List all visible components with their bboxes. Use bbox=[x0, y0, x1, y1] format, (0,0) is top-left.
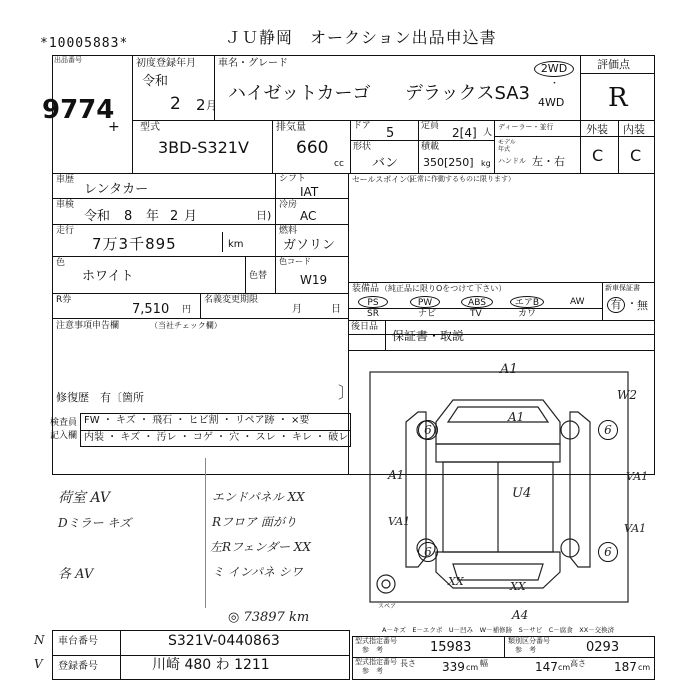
tint-label: 色替 bbox=[249, 271, 268, 281]
note-right-1: エンドパネル XX bbox=[212, 490, 305, 504]
inspector-label-2: 記入欄 bbox=[50, 431, 78, 441]
height-unit: cm bbox=[638, 663, 651, 672]
displacement-unit: cc bbox=[334, 159, 344, 169]
registration-month-unit: 月 bbox=[206, 99, 217, 112]
equip-pw: PW bbox=[410, 296, 440, 308]
color-code-value: W19 bbox=[300, 273, 328, 287]
dims-ref: 参 考 bbox=[362, 667, 383, 675]
model-year-label: モデル 年式 bbox=[498, 139, 516, 153]
new-car-no: 無 bbox=[637, 299, 648, 312]
width-value: 147 bbox=[535, 660, 558, 674]
plate-mark: V bbox=[34, 657, 43, 671]
drive-dot: ・ bbox=[550, 79, 560, 89]
mileage-value: 7万3千895 bbox=[92, 235, 177, 253]
exterior-grade: C bbox=[592, 146, 604, 165]
height-label: 高さ bbox=[570, 659, 586, 668]
note-right-2: Rフロア 面がり bbox=[212, 515, 297, 529]
new-car-warranty-label: 新車保証書 bbox=[605, 284, 640, 292]
corner-label: 出品番号 bbox=[54, 56, 82, 64]
later-label: 後日品 bbox=[351, 322, 379, 332]
load-label: 積載 bbox=[421, 142, 440, 152]
history-label: 車歴 bbox=[56, 175, 75, 185]
mark-rear-left: XX bbox=[448, 575, 464, 588]
note-left-4: 各 AV bbox=[58, 567, 94, 582]
recycle-unit: 円 bbox=[182, 305, 192, 315]
displacement-label: 排気量 bbox=[276, 122, 306, 133]
chassis-value: S321V-0440863 bbox=[168, 633, 280, 649]
displacement-value: 660 bbox=[296, 138, 329, 158]
height-value: 187 bbox=[614, 660, 637, 674]
chassis-mark: N bbox=[34, 633, 45, 647]
equip-navi: ナビ bbox=[418, 309, 437, 319]
length-unit: cm bbox=[466, 663, 479, 672]
lot-mark: + bbox=[108, 119, 120, 135]
sales-hint: （正常に作動するものに限ります） bbox=[403, 175, 515, 183]
interior-label: 内装 bbox=[623, 123, 645, 136]
mark-right-door: VA1 bbox=[624, 522, 647, 535]
color-label: 色 bbox=[56, 258, 66, 268]
tax-label: 名義変更期限 bbox=[204, 295, 259, 305]
fuel-value: ガソリン bbox=[283, 238, 336, 253]
exterior-label: 外装 bbox=[586, 123, 608, 136]
mark-left-door: VA1 bbox=[388, 515, 411, 528]
mark-upper-left-circle: 6 bbox=[418, 420, 438, 440]
model-number-ref: 参 考 bbox=[362, 646, 383, 654]
equip-ps: PS bbox=[358, 296, 388, 308]
handle-label: ハンドル bbox=[498, 157, 526, 165]
equip-aw: AW bbox=[570, 297, 585, 307]
vehicle-damage-diagram bbox=[348, 352, 655, 622]
mark-rear-center: XX bbox=[510, 580, 526, 593]
mark-lower-left-circle: 6 bbox=[418, 542, 438, 562]
shape-value: バン bbox=[372, 156, 399, 171]
drive-2wd-circle: 2WD bbox=[534, 61, 574, 77]
lot-number: 9774 bbox=[42, 95, 115, 125]
plate-value: 川崎 480 わ 1211 bbox=[152, 657, 270, 673]
new-car-yes: 有 bbox=[607, 297, 625, 313]
note-left-1: 荷室 AV bbox=[58, 490, 110, 506]
color-value: ホワイト bbox=[82, 269, 134, 284]
inspection-era: 令和 bbox=[84, 209, 111, 224]
equipment-label: 装備品 bbox=[352, 284, 380, 294]
lot-barcode-code: *10005883* bbox=[40, 36, 129, 51]
registration-era: 令和 bbox=[142, 74, 169, 89]
vehicle-name: ハイゼットカーゴ bbox=[228, 83, 371, 104]
capacity-unit: 人 bbox=[483, 128, 493, 138]
inspection-month: 2 bbox=[170, 209, 179, 224]
sales-label: セールスポイント bbox=[352, 175, 416, 184]
tax-month: 月 bbox=[292, 304, 302, 315]
equip-airbag: エアB bbox=[510, 296, 544, 308]
damage-legend: A－キズ E－エクボ U－凹み W－補修跡 S－サビ C－腐食 XX－交換済 bbox=[382, 626, 615, 634]
capacity-value: 2[4] bbox=[452, 126, 477, 140]
equip-tv: TV bbox=[470, 309, 482, 319]
tax-day: 日 bbox=[331, 304, 341, 315]
mileage-label: 走行 bbox=[56, 226, 75, 236]
later-value: 保証書・取説 bbox=[392, 329, 465, 343]
mileage-unit: km bbox=[228, 239, 244, 250]
mark-roof: U4 bbox=[512, 486, 532, 501]
fuel-label: 燃料 bbox=[279, 226, 298, 236]
shift-value: IAT bbox=[300, 185, 319, 199]
spare-label: スペア bbox=[378, 603, 397, 610]
shift-label: シフト bbox=[279, 174, 307, 184]
doors-value: 5 bbox=[386, 126, 395, 141]
load-unit: kg bbox=[481, 159, 491, 168]
inspection-month-unit: 月 bbox=[184, 209, 198, 224]
shape-label: 形状 bbox=[353, 142, 372, 152]
dims-label: 型式指定番号 bbox=[355, 658, 397, 666]
mark-left-side: A1 bbox=[388, 468, 405, 482]
mark-lower-right-circle: 6 bbox=[598, 542, 618, 562]
dealer-label: ディーラー・並行 bbox=[498, 123, 554, 131]
color-code-label: 色コード bbox=[279, 257, 311, 266]
inspection-year-unit: 年 bbox=[146, 209, 160, 224]
mark-bottom: A4 bbox=[512, 608, 529, 622]
equip-sr: SR bbox=[367, 309, 379, 319]
model-label: 型式 bbox=[140, 122, 160, 133]
capacity-label: 定員 bbox=[421, 121, 440, 131]
mark-upper-right-circle: 6 bbox=[598, 420, 618, 440]
mileage-handwritten: ◎ 73897 km bbox=[228, 610, 310, 625]
length-value: 339 bbox=[442, 660, 465, 674]
mark-roof-front: A1 bbox=[508, 410, 525, 424]
doors-label: ドア bbox=[353, 121, 371, 131]
registration-label: 初度登録年月 bbox=[136, 58, 196, 69]
width-label: 幅 bbox=[480, 659, 488, 668]
caution-hint: （当社チェック欄） bbox=[150, 321, 222, 330]
vehicle-name-label: 車名・グレード bbox=[218, 58, 288, 69]
handle-value: 左・右 bbox=[532, 155, 565, 168]
chassis-label: 車台番号 bbox=[58, 636, 98, 647]
mark-top: A1 bbox=[500, 362, 518, 377]
equipment-hint: （純正品に限りOをつけて下さい） bbox=[380, 284, 507, 293]
inspector-row-2: 内装 ・ キズ ・ 汚レ ・ コゲ ・ 穴 ・ スレ ・ キレ ・ 破レ bbox=[84, 432, 349, 443]
category-value: 0293 bbox=[586, 640, 620, 655]
eval-label: 評価点 bbox=[597, 58, 630, 71]
recycle-label: R券 bbox=[56, 295, 72, 305]
drive-4wd: 4WD bbox=[538, 96, 565, 109]
history-value: レンタカー bbox=[84, 182, 149, 197]
model-number-value: 15983 bbox=[430, 640, 472, 655]
repair-close: 〕 bbox=[338, 383, 355, 402]
inspection-year: 8 bbox=[124, 209, 133, 224]
registration-year: 2 bbox=[170, 94, 181, 114]
repair-label: 修復歴 有〔箇所 bbox=[56, 391, 144, 404]
mark-right-side: VA1 bbox=[626, 470, 649, 483]
eval-score: R bbox=[608, 83, 628, 113]
inspection-label: 車検 bbox=[56, 200, 75, 210]
category-ref: 参 考 bbox=[515, 646, 536, 654]
model-value: 3BD-S321V bbox=[158, 138, 249, 157]
equip-leather: カワ bbox=[518, 309, 537, 319]
caution-label: 注意事項申告欄 bbox=[56, 321, 120, 331]
category-label: 類別区分番号 bbox=[508, 637, 550, 645]
ac-value: AC bbox=[300, 209, 317, 223]
inspector-row-1: FW ・ キズ ・ 飛石 ・ ヒビ割 ・ リペア跡 ・ ×要 bbox=[84, 415, 310, 426]
load-value: 350[250] bbox=[423, 156, 474, 169]
note-right-4: ミ インパネ シワ bbox=[212, 565, 303, 579]
interior-grade: C bbox=[630, 146, 642, 165]
note-left-2: Dミラー キズ bbox=[58, 516, 132, 530]
new-car-sep: ・ bbox=[627, 299, 637, 310]
plate-label: 登録番号 bbox=[58, 661, 98, 672]
model-number-label: 型式指定番号 bbox=[355, 637, 397, 645]
registration-month: 2 bbox=[196, 96, 206, 114]
inspection-day-unit: 日) bbox=[256, 209, 272, 222]
width-unit: cm bbox=[558, 663, 571, 672]
equip-abs: ABS bbox=[461, 296, 493, 308]
form-title: ＪＵ静岡 オークション出品申込書 bbox=[225, 28, 497, 47]
length-label: 長さ bbox=[400, 659, 416, 668]
note-right-3: 左Rフェンダー XX bbox=[210, 540, 311, 554]
ac-label: 冷房 bbox=[279, 200, 298, 210]
recycle-value: 7,510 bbox=[132, 302, 170, 317]
vehicle-grade: デラックスSA3 bbox=[405, 83, 530, 104]
mark-upper-right: W2 bbox=[617, 388, 637, 402]
inspector-label-1: 検査員 bbox=[50, 418, 78, 428]
